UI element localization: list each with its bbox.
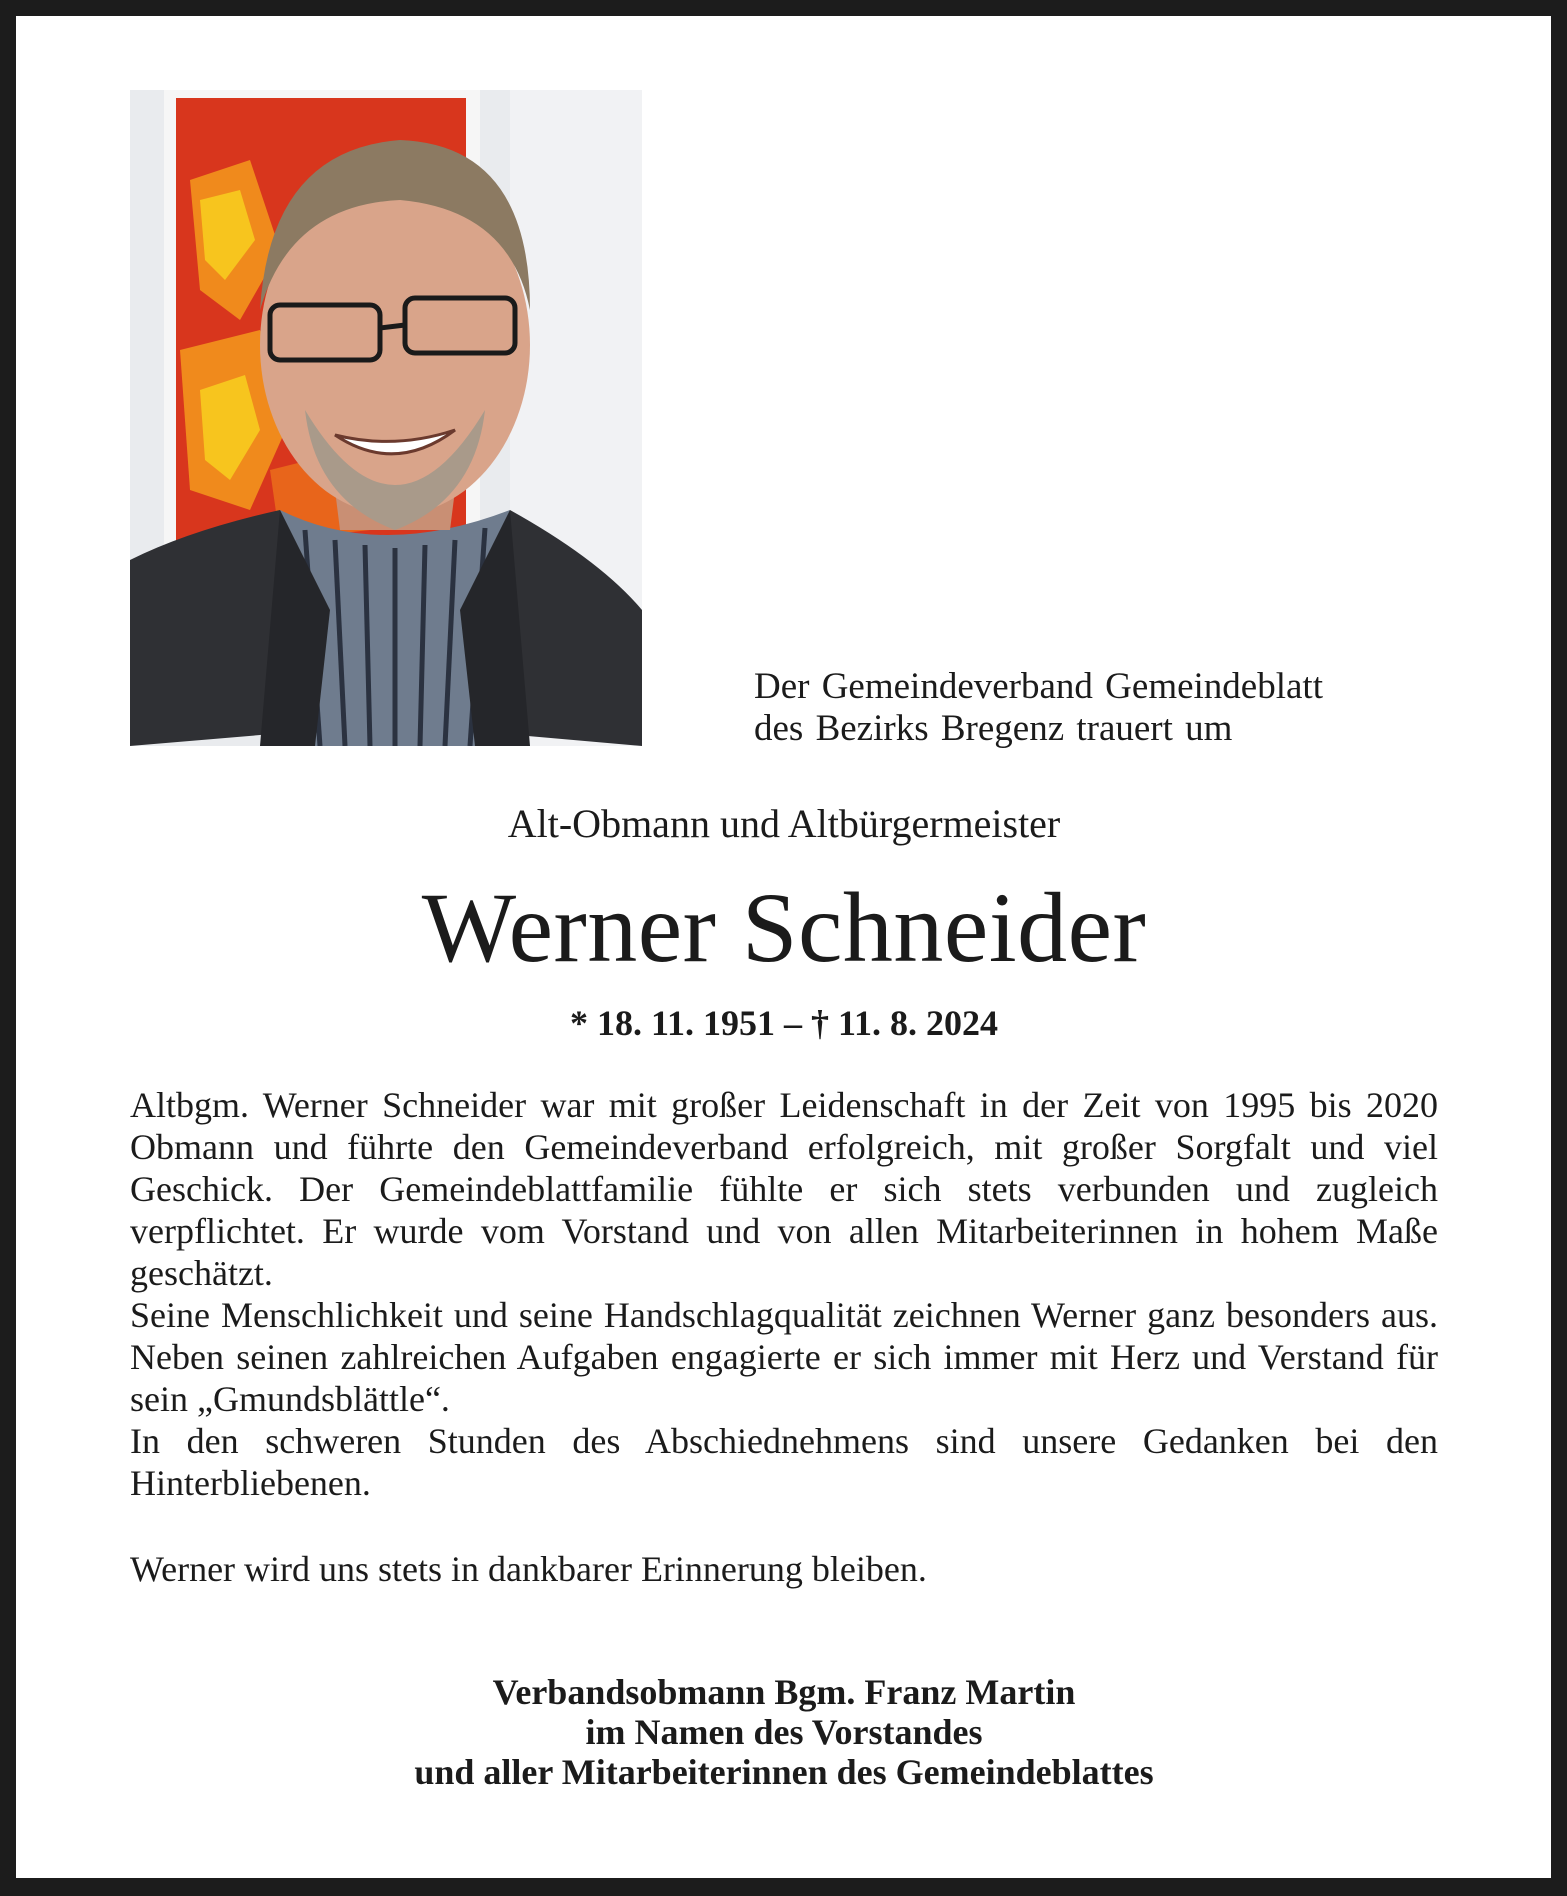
body-paragraph-1: Altbgm. Werner Schneider war mit großer Leidenschaft in der Zeit von 1995 bis 2020 Obmann und führte den Gemeindeverband erfolgreich, mit großer Sorgfalt und viel Geschick. Der Gemeindeblattfamilie fühlte er sich stets verbunden und zugleich verpflichtet. Er wurde vom Vorstand und von allen Mitarbeiterinnen in hohem Maße geschätzt. [130,1085,1438,1293]
deceased-name: Werner Schneider [421,872,1147,983]
intro-text [754,666,1438,750]
signature-line-3: und aller Mitarbeiterinnen des Gemeindeblattes [414,1752,1154,1792]
deceased-role: Alt-Obmann und Altbürgermeister [507,801,1061,846]
signature-block [130,1672,1438,1792]
intro-line-2: des Bezirks Bregenz trauert um [754,708,1233,749]
signature-line-1: Verbandsobmann Bgm. Franz Martin [492,1672,1076,1712]
body-paragraph-2: Seine Menschlichkeit und seine Handschlagqualität zeichnen Werner ganz besonders aus. Neben seinen zahlreichen Aufgaben engagierte er sich immer mit Herz und Verstand für sein „Gmundsblättle“. [130,1295,1438,1419]
life-dates: * 18. 11. 1951 – † 11. 8. 2024 [569,1003,999,1043]
portrait-photo [130,90,642,746]
body-paragraph-3: In den schweren Stunden des Abschiednehmens sind unsere Gedanken bei den Hinterbliebenen. [130,1421,1438,1503]
obituary-body [130,1084,1438,1504]
signature-line-2: im Namen des Vorstandes [585,1712,983,1752]
intro-line-1: Der Gemeindeverband Gemeindeblatt [754,666,1323,707]
closing-line: Werner wird uns stets in dankbarer Erinnerung bleiben. [130,1549,927,1589]
